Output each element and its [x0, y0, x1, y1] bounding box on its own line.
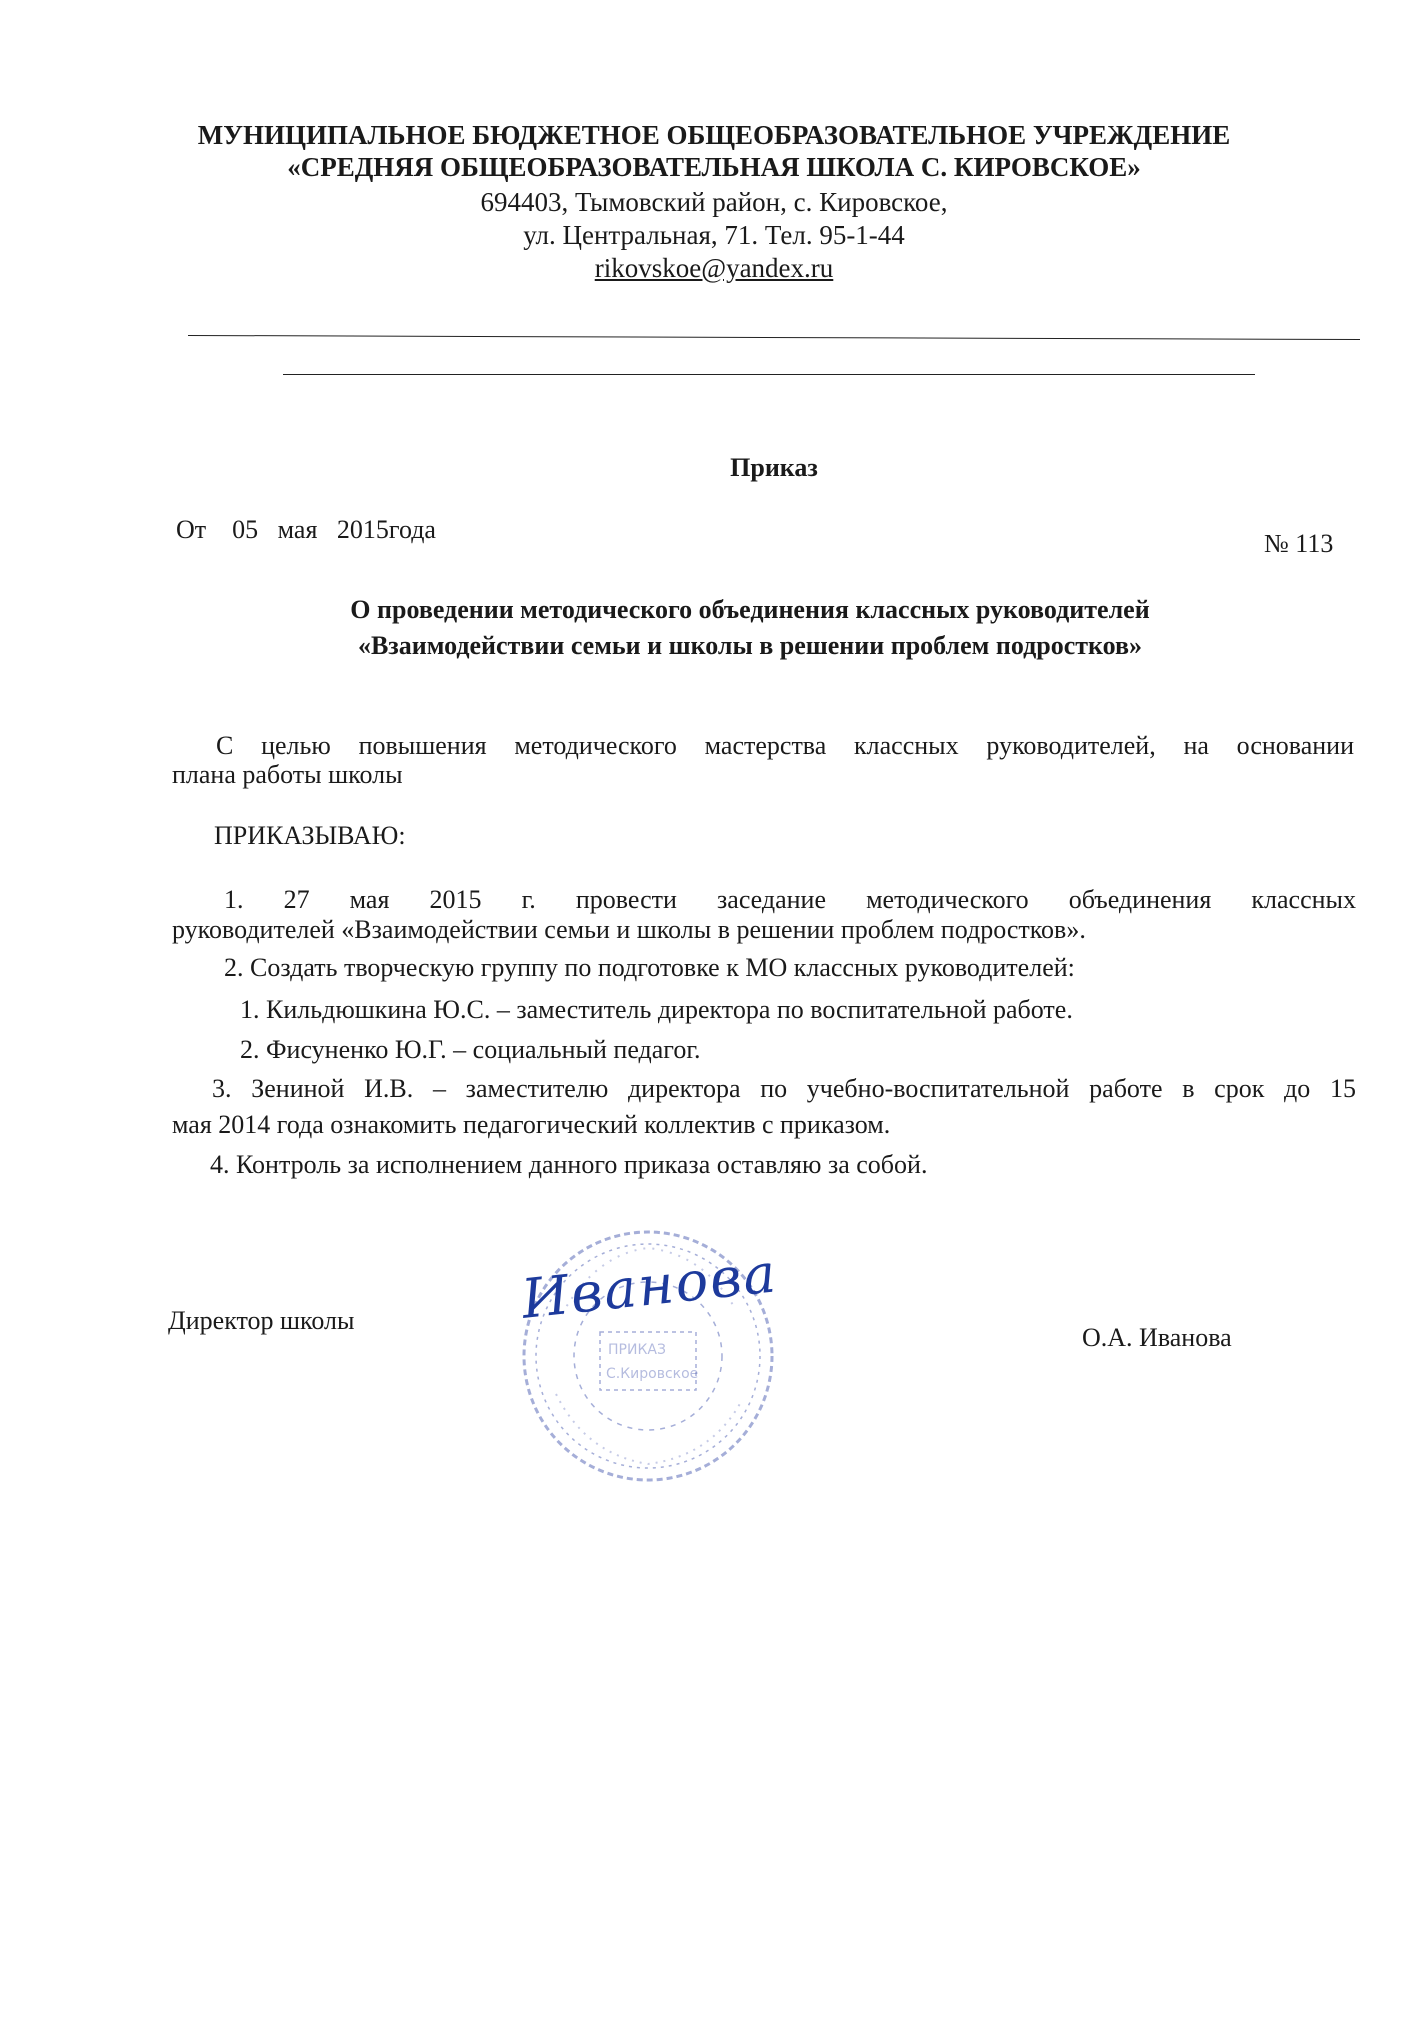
org-address-line2: ул. Центральная, 71. Тел. 95-1-44	[523, 220, 905, 250]
order-date-prefix: От	[176, 515, 207, 544]
signer-name: О.А. Иванова	[1082, 1323, 1232, 1352]
intro-line1: С целью повышения методического мастерства классных руководителей, на основании	[216, 731, 1354, 760]
org-name-line1: МУНИЦИПАЛЬНОЕ БЮДЖЕТНОЕ ОБЩЕОБРАЗОВАТЕЛЬНОЕ УЧРЕЖДЕНИЕ	[197, 120, 1231, 150]
order-subject-line1: О проведении методического объединения классных руководителей	[350, 595, 1150, 624]
item1-line1: 1. 27 мая 2015 г. провести заседание методического объединения классных	[224, 885, 1356, 914]
item2-sub2: 2. Фисуненко Ю.Г. – социальный педагог.	[240, 1035, 701, 1064]
item3-line1: 3. Зениной И.В. – заместителю директора по учебно-воспитательной работе в срок до 15	[212, 1074, 1356, 1103]
order-date-year: 2015года	[336, 515, 436, 544]
svg-text:ПРИКАЗ: ПРИКАЗ	[608, 1342, 666, 1358]
org-address-line1: 694403, Тымовский район, с. Кировское,	[480, 187, 948, 217]
item2-sub1: 1. Кильдюшкина Ю.С. – заместитель директора по воспитательной работе.	[240, 995, 1073, 1024]
order-word: ПРИКАЗЫВАЮ:	[214, 821, 406, 850]
intro-line2: плана работы школы	[172, 760, 403, 789]
header-divider-top	[188, 335, 1360, 340]
item3-line2: мая 2014 года ознакомить педагогический коллектив с приказом.	[172, 1110, 891, 1139]
org-name-line2: «СРЕДНЯЯ ОБЩЕОБРАЗОВАТЕЛЬНАЯ ШКОЛА С. КИРОВСКОЕ»	[287, 152, 1141, 182]
order-date-day: 05	[232, 515, 259, 544]
order-subject-line2: «Взаимодействии семьи и школы в решении проблем подростков»	[357, 631, 1143, 660]
item2: 2. Создать творческую группу по подготовке к МО классных руководителей:	[224, 953, 1075, 982]
header-divider-bottom	[283, 374, 1255, 375]
handwritten-signature: Иванова	[518, 1241, 781, 1331]
svg-text:С.Кировское: С.Кировское	[606, 1366, 699, 1382]
item1-line2: руководителей «Взаимодействии семьи и школы в решении проблем подростков».	[172, 915, 1086, 944]
signer-position: Директор школы	[168, 1306, 355, 1335]
org-email[interactable]	[0, 252, 1428, 284]
org-email-link[interactable]: rikovskoe@yandex.ru	[594, 253, 834, 283]
order-date-month: мая	[277, 515, 318, 544]
order-date	[176, 514, 436, 546]
order-heading: Приказ	[730, 453, 818, 482]
order-number: № 113	[1264, 529, 1334, 558]
item4: 4. Контроль за исполнением данного приказа оставляю за собой.	[210, 1150, 928, 1179]
